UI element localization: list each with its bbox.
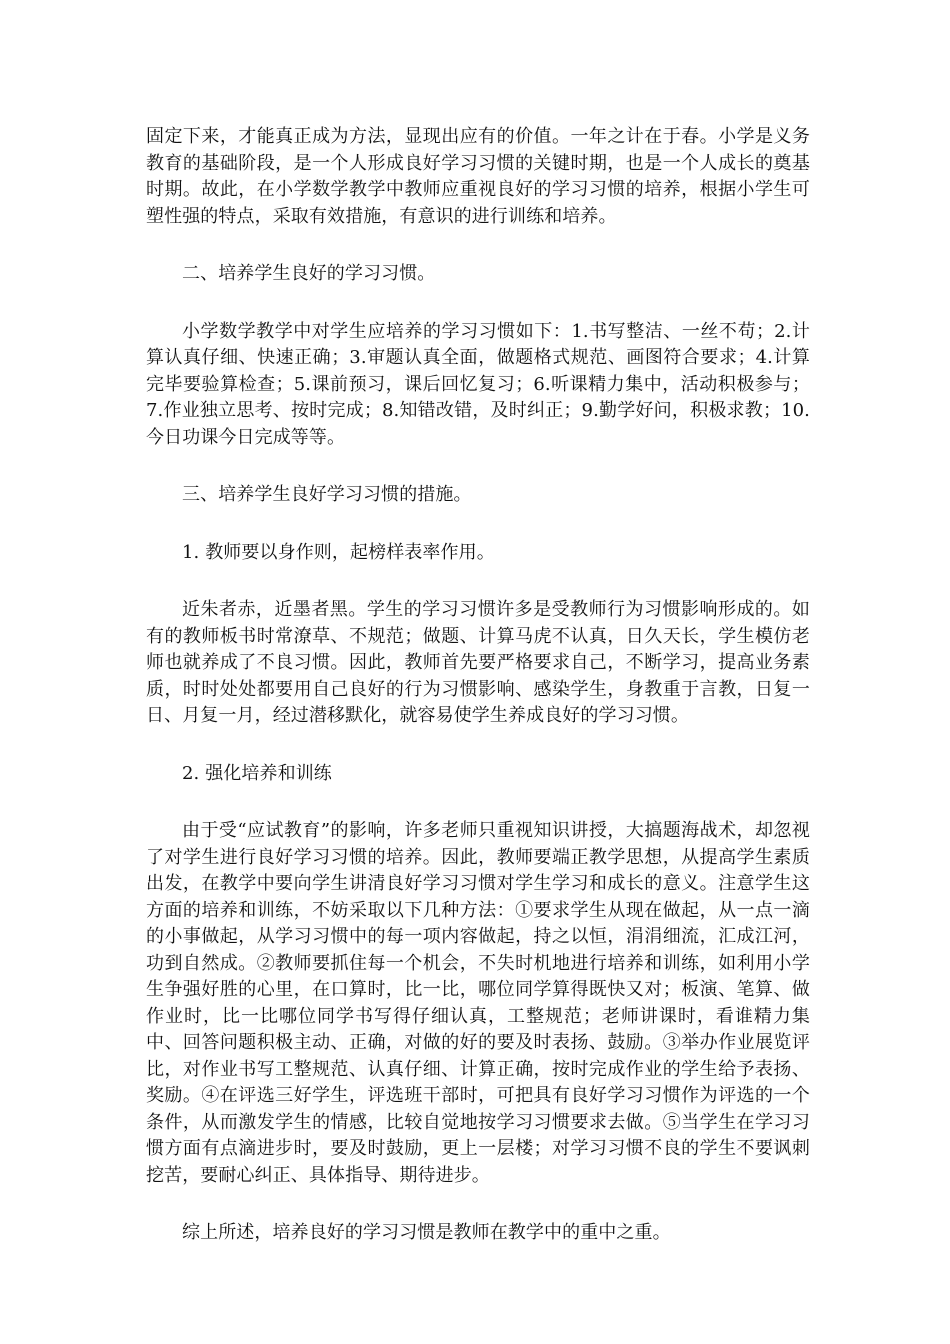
paragraph-training-methods: 由于受“应试教育”的影响，许多老师只重视知识讲授，大搞题海战术，却忽视了对学生进行良好学习习惯的培养。因此，教师要端正教学思想，从提高学生素质出发，在教学中要向学生讲清良好学习习惯对学生学习和成长的意义。注意学生这方面的培养和训练，不妨采取以下几种方法：①要求学生从现在做起，从一点一滴的小事做起，从学习习惯中的每一项内容做起，持之以恒，涓涓细流，汇成江河，功到自然成。②教师要抓住每一个机会，不失时机地进行培养和训练，如利用小学生争强好胜的心里，在口算时，比一比，哪位同学算得既快又对；板演、笔算、做作业时，比一比哪位同学书写得仔细认真，工整规范；老师讲课时，看谁精力集中、回答问题积极主动、正确，对做的好的要及时表扬、鼓励。③举办作业展览评比，对作业书写工整规范、认真仔细、计算正确，按时完成作业的学生给予表扬、奖励。④在评选三好学生，评选班干部时，可把具有良好学习习惯作为评选的一个条件，从而激发学生的情感，比较自觉地按学习习惯要求去做。⑤当学生在学习习惯方面有点滴进步时，要及时鼓励，更上一层楼；对学习习惯不良的学生不要讽刺挖苦，要耐心纠正、具体指导、期待进步。 (146, 820, 810, 1186)
section-heading-3: 三、培养学生良好学习习惯的措施。 (182, 484, 472, 505)
paragraph-intro-continued: 固定下来，才能真正成为方法，显现出应有的价值。一年之计在于春。小学是义务教育的基础阶段，是一个人形成良好学习习惯的关键时期，也是一个人成长的奠基时期。故此，在小学数学教学中教师应重视良好的学习习惯的培养，根据小学生可塑性强的特点，采取有效措施，有意识的进行训练和培养。 (146, 126, 810, 227)
subheading-1: 1. 教师要以身作则，起榜样表率作用。 (182, 541, 495, 563)
section-heading-2: 二、培养学生良好的学习习惯。 (182, 263, 436, 284)
paragraph-habits-list: 小学数学教学中对学生应培养的学习习惯如下：1.书写整洁、一丝不苟；2.计算认真仔细、快速正确；3.审题认真全面，做题格式规范、画图符合要求；4.计算完毕要验算检查；5.课前预习，课后回忆复习；6.听课精力集中，活动积极参与；7.作业独立思考、按时完成；8.知错改错，及时纠正；9.勤学好问，积极求教；10.今日功课今日完成等等。 (146, 320, 810, 448)
document-page (146, 124, 810, 1278)
paragraph-conclusion: 综上所述，培养良好的学习习惯是教师在教学中的重中之重。 (182, 1222, 671, 1243)
paragraph-teacher-example: 近朱者赤，近墨者黑。学生的学习习惯许多是受教师行为习惯影响形成的。如有的教师板书时常潦草、不规范；做题、计算马虎不认真，日久天长，学生模仿老师也就养成了不良习惯。因此，教师首先要严格要求自己，不断学习，提高业务素质，时时处处都要用自己良好的行为习惯影响、感染学生，身教重于言教，日复一日、月复一月，经过潜移默化，就容易使学生养成良好的学习习惯。 (146, 599, 810, 726)
subheading-2: 2. 强化培养和训练 (182, 762, 332, 784)
